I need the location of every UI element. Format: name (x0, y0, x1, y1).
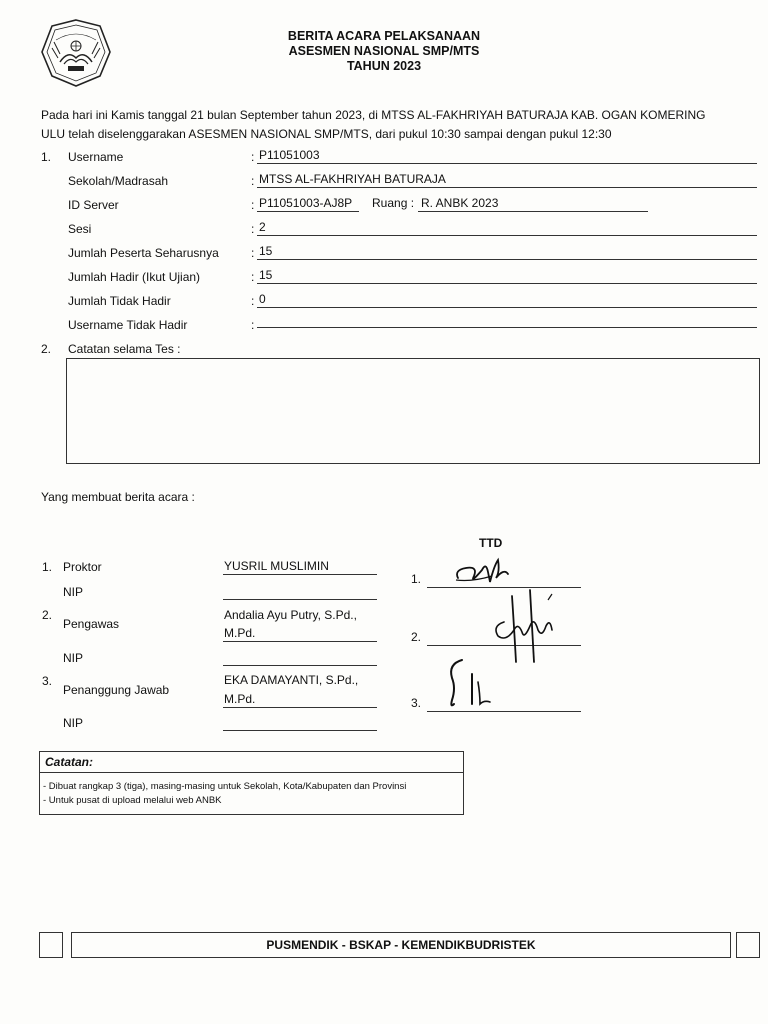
catatan-item-1: - Dibuat rangkap 3 (tiga), masing-masing untuk Sekolah, Kota/Kabupaten dan Provinsi (43, 781, 407, 792)
field-underline (418, 211, 648, 212)
footer-text: PUSMENDIK - BSKAP - KEMENDIKBUDRISTEK (266, 938, 536, 952)
signature-penanggung-jawab-icon (440, 654, 500, 712)
signatory-2-name-line-2: M.Pd. (224, 626, 256, 640)
field-underline (257, 211, 359, 212)
document-title-line-1: BERITA ACARA PELAKSANAAN (287, 29, 481, 43)
name-underline (223, 641, 377, 642)
field-label-ruang: Ruang : (372, 196, 415, 210)
nip-underline (223, 730, 377, 731)
signatory-3-nip-label: NIP (63, 716, 84, 730)
signatory-3-name-line-2: M.Pd. (224, 692, 256, 706)
name-underline (223, 707, 377, 708)
intro-line-1: Pada hari ini Kamis tanggal 21 bulan September tahun 2023, di MTSS AL-FAKHRIYAH BATURAJA KAB. OGAN KOMERING (41, 108, 706, 122)
field-underline (257, 163, 757, 164)
signatory-3-name-line-1: EKA DAMAYANTI, S.Pd., (224, 673, 359, 687)
intro-paragraph (41, 106, 761, 144)
catatan-header (40, 752, 463, 773)
field-value-id-server: P11051003-AJ8P (259, 196, 353, 210)
field-underline (257, 307, 757, 308)
field-value-sekolah: MTSS AL-FAKHRIYAH BATURAJA (259, 172, 446, 186)
document-title-line-2: ASESMEN NASIONAL SMP/MTS (288, 44, 480, 58)
field-label-sesi: Sesi (68, 222, 92, 236)
signatory-2-nip-label: NIP (63, 651, 84, 665)
signatory-1-number: 1. (42, 560, 53, 574)
field-value-username: P11051003 (259, 148, 320, 162)
field-colon: : (251, 294, 255, 308)
nip-underline (223, 665, 377, 666)
signature-3-number: 3. (411, 696, 422, 710)
field-colon: : (251, 222, 255, 236)
catatan-heading: Catatan: (45, 755, 94, 769)
field-underline (257, 187, 757, 188)
field-label-username-tidak-hadir: Username Tidak Hadir (68, 318, 188, 332)
catatan-item-2: - Untuk pusat di upload melalui web ANBK (43, 795, 222, 806)
field-colon: : (251, 246, 255, 260)
field-value-jumlah-hadir: 15 (259, 268, 273, 282)
field-label-jumlah-hadir: Jumlah Hadir (Ikut Ujian) (68, 270, 201, 284)
footer-box (71, 932, 731, 958)
intro-line-2: ULU telah diselenggarakan ASESMEN NASIONAL SMP/MTS, dari pukul 10:30 sampai dengan pukul 12:30 (41, 127, 612, 141)
field-colon: : (251, 198, 255, 212)
field-underline (257, 327, 757, 328)
signature-proktor-icon (452, 556, 514, 588)
signatory-3-role: Penanggung Jawab (63, 683, 170, 697)
signatory-1-name: YUSRIL MUSLIMIN (224, 559, 329, 573)
field-colon: : (251, 174, 255, 188)
field-value-jumlah-tidak-hadir: 0 (259, 292, 266, 306)
signatory-2-name-line-1: Andalia Ayu Putry, S.Pd., (224, 608, 357, 622)
footer-right-square (736, 932, 760, 958)
signatories-intro: Yang membuat berita acara : (41, 490, 195, 504)
field-value-jumlah-peserta: 15 (259, 244, 273, 258)
field-label-id-server: ID Server (68, 198, 119, 212)
nip-underline (223, 599, 377, 600)
field-colon: : (251, 150, 255, 164)
signatory-1-role: Proktor (63, 560, 102, 574)
field-label-jumlah-peserta: Jumlah Peserta Seharusnya (68, 246, 219, 260)
document-title-line-3: TAHUN 2023 (346, 59, 422, 73)
field-colon: : (251, 318, 255, 332)
signatory-2-role: Pengawas (63, 617, 120, 631)
signature-2-number: 2. (411, 630, 422, 644)
field-value-ruang: R. ANBK 2023 (421, 196, 499, 210)
field-label-sekolah: Sekolah/Madrasah (68, 174, 169, 188)
signatory-2-number: 2. (42, 608, 53, 622)
catatan-box (39, 751, 464, 815)
signatory-1-nip-label: NIP (63, 585, 84, 599)
field-underline (257, 235, 757, 236)
ttd-label: TTD (479, 536, 503, 550)
field-label-username: Username (68, 150, 124, 164)
section-2-number: 2. (41, 342, 52, 356)
field-underline (257, 283, 757, 284)
field-value-sesi: 2 (259, 220, 266, 234)
section-1-number: 1. (41, 150, 52, 164)
section-2-label: Catatan selama Tes : (68, 342, 181, 356)
footer-left-square (39, 932, 63, 958)
field-label-jumlah-tidak-hadir: Jumlah Tidak Hadir (68, 294, 171, 308)
field-underline (257, 259, 757, 260)
name-underline (223, 574, 377, 575)
signature-1-number: 1. (411, 572, 422, 586)
catatan-tes-box[interactable] (66, 358, 760, 464)
field-colon: : (251, 270, 255, 284)
signatory-3-number: 3. (42, 674, 53, 688)
